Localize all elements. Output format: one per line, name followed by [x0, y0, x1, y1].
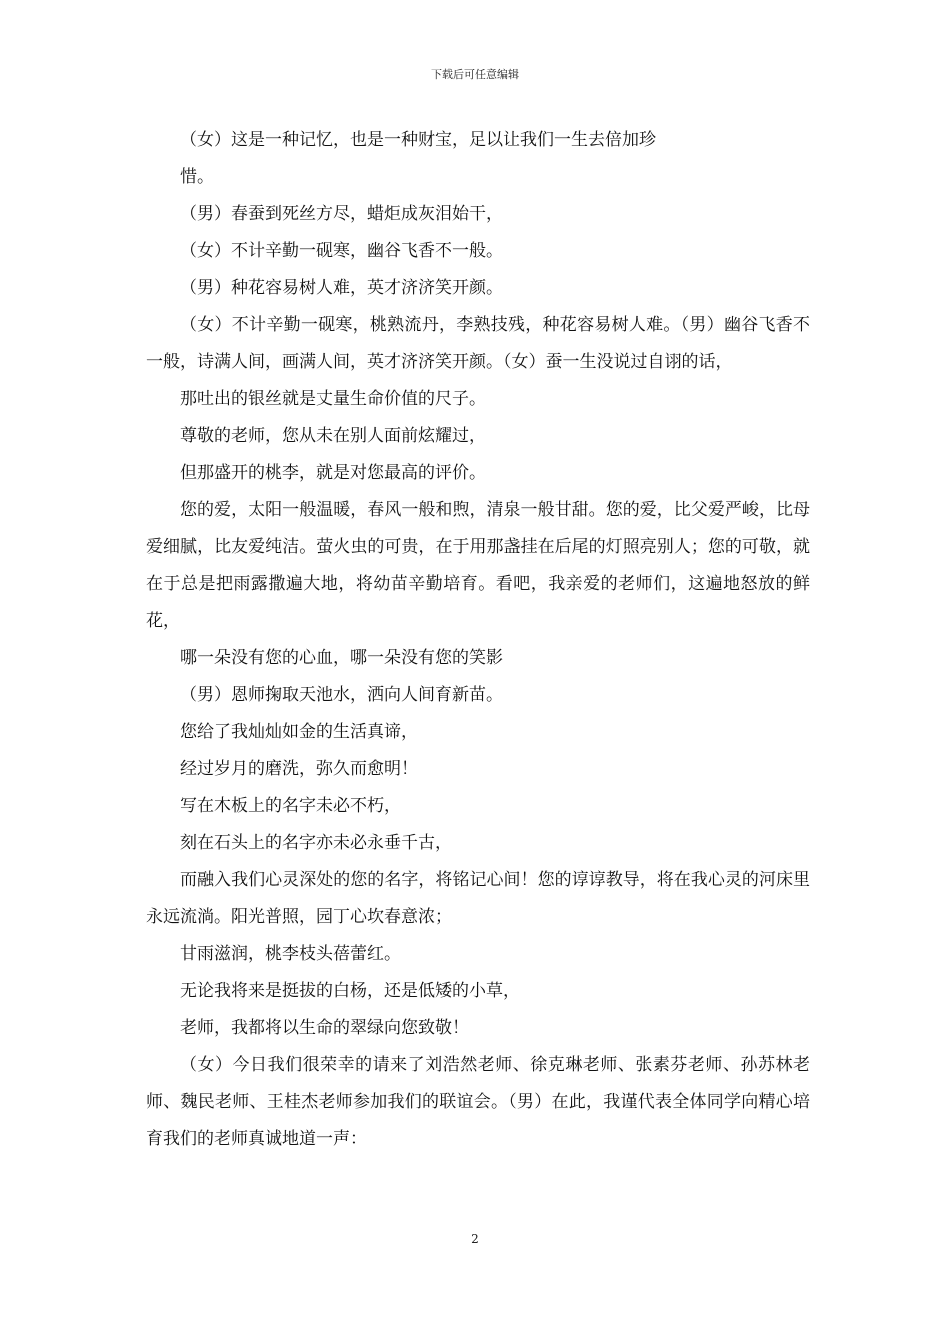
text-line: 尊敬的老师，您从未在别人面前炫耀过，	[180, 426, 486, 446]
text-line: 老师，我都将以生命的翠绿向您致敬！	[180, 1018, 469, 1038]
text-line: 刻在石头上的名字亦未必永垂千古，	[180, 833, 452, 853]
text-line: 您给了我灿灿如金的生活真谛，	[180, 722, 418, 742]
document-body	[146, 122, 810, 1158]
text-line: （女）不计辛勤一砚寒，幽谷飞香不一般。	[180, 241, 503, 261]
page-number: 2	[471, 1232, 479, 1246]
text-line: 但那盛开的桃李，就是对您最高的评价。	[180, 463, 486, 483]
paragraph: 您的爱，太阳一般温暖，春风一般和煦，清泉一般甘甜。您的爱，比父爱严峻，比母爱细腻，比友爱纯洁。萤火虫的可贵，在于用那盏挂在后尾的灯照亮别人；您的可敬，就在于总是把雨露撒遍大地，将幼苗辛勤培育。看吧，我亲爱的老师们，这遍地怒放的鲜花，	[146, 500, 810, 631]
text-line: 甘雨滋润，桃李枝头蓓蕾红。	[180, 944, 401, 964]
text-line: （女）这是一种记忆，也是一种财宝，足以让我们一生去倍加珍	[180, 130, 656, 150]
text-line: （男）种花容易树人难，英才济济笑开颜。	[180, 278, 503, 298]
paragraph: 而融入我们心灵深处的您的名字，将铭记心间！您的谆谆教导，将在我心灵的河床里永远流淌。阳光普照，园丁心坎春意浓；	[146, 870, 810, 927]
text-line: 惜。	[180, 167, 214, 187]
text-line: （男）恩师掬取天池水，洒向人间育新苗。	[180, 685, 503, 705]
text-line: （男）春蚕到死丝方尽，蜡炬成灰泪始干，	[180, 204, 503, 224]
text-line: 那吐出的银丝就是丈量生命价值的尺子。	[180, 389, 486, 409]
text-line: 无论我将来是挺拔的白杨，还是低矮的小草，	[180, 981, 520, 1001]
paragraph: （女）今日我们很荣幸的请来了刘浩然老师、徐克琳老师、张素芬老师、孙苏林老师、魏民老师、王桂杰老师参加我们的联谊会。（男）在此，我谨代表全体同学向精心培育我们的老师真诚地道一声：	[146, 1055, 810, 1149]
paragraph: （女）不计辛勤一砚寒，桃熟流丹，李熟技残，种花容易树人难。（男）幽谷飞香不一般，诗满人间，画满人间，英才济济笑开颜。（女）蚕一生没说过自诩的话，	[146, 315, 810, 372]
text-line: 写在木板上的名字未必不朽，	[180, 796, 401, 816]
text-line: 经过岁月的磨洗，弥久而愈明！	[180, 759, 418, 779]
page-header: 下载后可任意编辑	[431, 68, 519, 81]
text-line: 哪一朵没有您的心血，哪一朵没有您的笑影	[180, 648, 503, 668]
